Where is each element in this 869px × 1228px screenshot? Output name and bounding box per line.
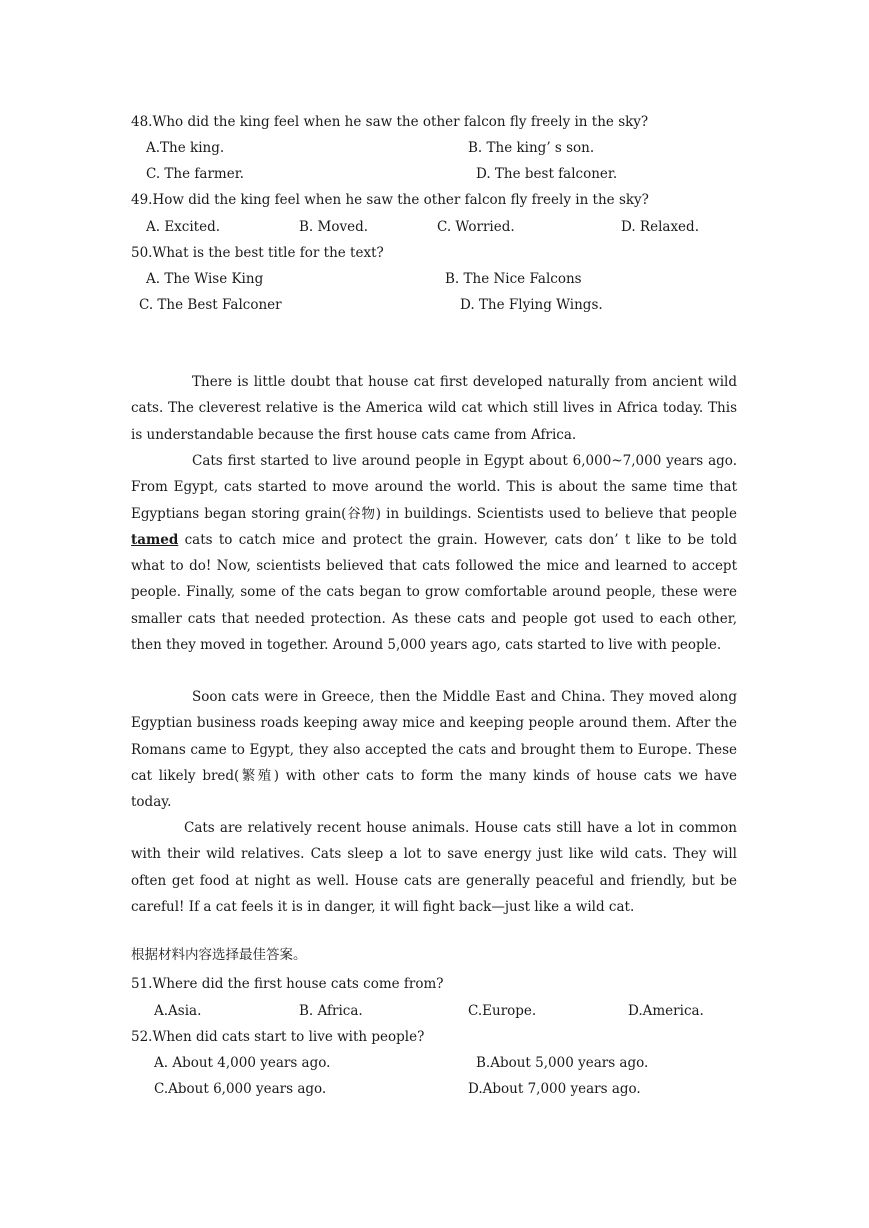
q50-option-d: D. The Flying Wings. — [460, 297, 603, 313]
q52-option-b: B.About 5,000 years ago. — [476, 1055, 649, 1071]
passage-paragraph-4: Cats are relatively recent house animals. House cats still have a lot in common with their wild relatives. Cats sleep a lot to save energy just like wild cats. They will often get food at night as well. House cats are generally peaceful and friendly, but be careful! If a cat feels it is in danger, it will fight back—just like a wild cat. — [131, 820, 737, 915]
q48-option-c: C. The farmer. — [146, 166, 244, 182]
q48-option-a: A.The king. — [146, 140, 225, 156]
q51-option-b: B. Africa. — [299, 1003, 363, 1019]
q49-option-c: C. Worried. — [437, 219, 515, 235]
vocabulary-word-tamed: tamed — [131, 531, 179, 548]
q52-option-a: A. About 4,000 years ago. — [154, 1055, 331, 1071]
q48-option-b: B. The king’ s son. — [468, 140, 595, 156]
passage-paragraph-1: There is little doubt that house cat first developed naturally from ancient wild cats. The cleverest relative is the America wild cat which still lives in Africa today. This is understandable because the first house cats came from Africa. — [131, 374, 737, 443]
question-51-stem: 51.Where did the first house cats come from? — [131, 976, 444, 992]
paragraph-2-text-before: Cats first started to live around people in Egypt about 6,000~7,000 years ago. From Egypt, cats started to move around the world. This is about the same time that Egyptians began storing grain(谷物) in buildings. Scientists used to believe that people — [131, 453, 737, 522]
question-50-stem: 50.What is the best title for the text? — [131, 245, 384, 261]
instruction-text: 根据材料内容选择最佳答案。 — [131, 947, 307, 963]
q49-option-a: A. Excited. — [146, 219, 221, 235]
q51-option-c: C.Europe. — [468, 1003, 537, 1019]
q51-option-a: A.Asia. — [154, 1003, 202, 1019]
q52-option-d: D.About 7,000 years ago. — [468, 1081, 641, 1097]
question-52-stem: 52.When did cats start to live with people? — [131, 1029, 425, 1045]
q49-option-b: B. Moved. — [299, 219, 369, 235]
passage-paragraph-3: Soon cats were in Greece, then the Middle East and China. They moved along Egyptian business roads keeping away mice and keeping people around them. After the Romans came to Egypt, they also accepted the cats and brought them to Europe. These cat likely bred(繁殖) with other cats to form the many kinds of house cats we have today. — [131, 689, 737, 811]
q52-option-c: C.About 6,000 years ago. — [154, 1081, 327, 1097]
paragraph-2-text-after: cats to catch mice and protect the grain. However, cats don’ t like to be told what to do! Now, scientists believed that cats followed the mice and learned to accept people. Finally, some of the cats began to grow comfortable around people, these were smaller cats that needed protection. As these cats and people got used to each other, then they moved in together. Around 5,000 years ago, cats started to live with people. — [131, 531, 737, 654]
q48-option-d: D. The best falconer. — [476, 166, 618, 182]
passage-paragraph-2 — [131, 448, 737, 658]
question-49-stem: 49.How did the king feel when he saw the other falcon fly freely in the sky? — [131, 192, 649, 208]
q51-option-d: D.America. — [628, 1003, 704, 1019]
q49-option-d: D. Relaxed. — [621, 219, 699, 235]
q50-option-a: A. The Wise King — [146, 271, 264, 287]
q50-option-c: C. The Best Falconer — [139, 297, 282, 313]
q50-option-b: B. The Nice Falcons — [445, 271, 582, 287]
question-48-stem: 48.Who did the king feel when he saw the other falcon fly freely in the sky? — [131, 114, 649, 130]
